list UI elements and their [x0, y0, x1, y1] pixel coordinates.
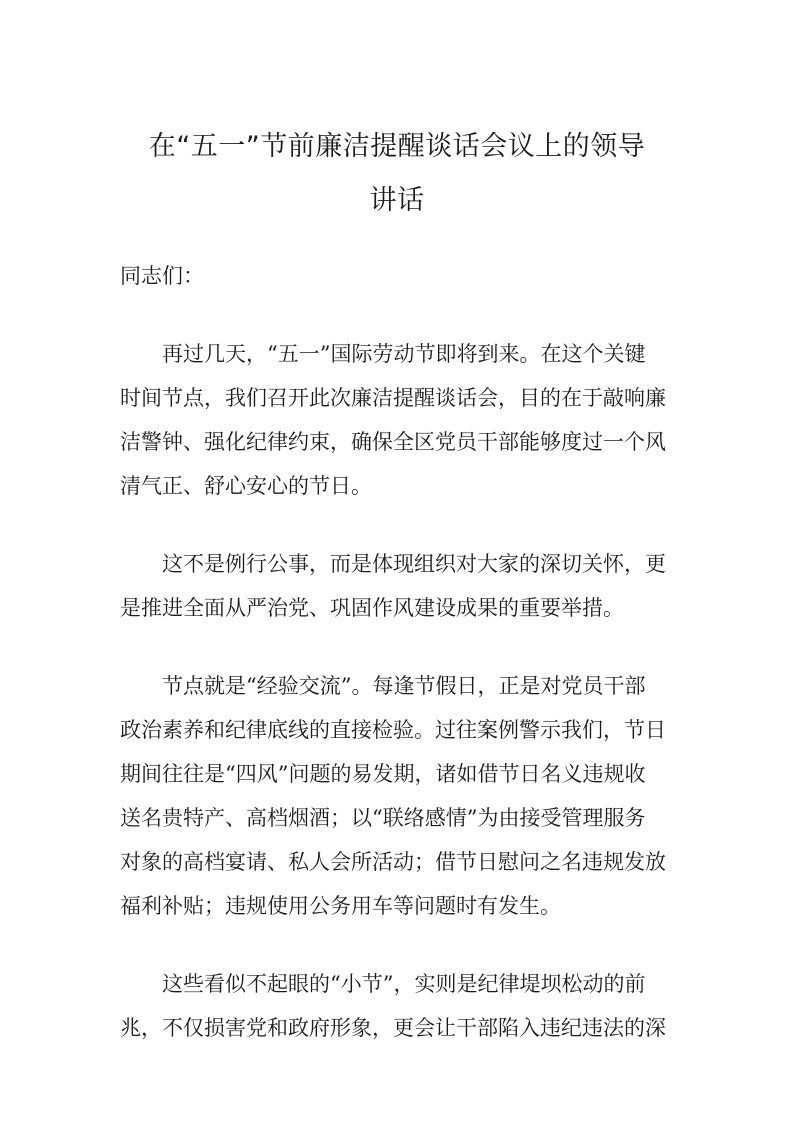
text-line: 期间往往是“四风”问题的易发期，诸如借节日名义违规收 [120, 762, 646, 786]
text-line: 政治素养和纪律底线的直接检验。过往案例警示我们，节日 [120, 718, 666, 742]
text-line: 是推进全面从严治党、巩固作风建设成果的重要举措。 [120, 596, 624, 620]
title-line: 在“五一”节前廉洁提醒谈话会议上的领导 [148, 131, 646, 162]
title-line: 讲话 [369, 185, 425, 216]
text-line: 时间节点，我们召开此次廉洁提醒谈话会，目的在于敲响廉 [120, 386, 666, 410]
text-line: 福利补贴；违规使用公务用车等问题时有发生。 [120, 894, 561, 918]
text-line: 节点就是“经验交流”。每逢节假日，正是对党员干部 [162, 674, 646, 698]
paragraph-3 [120, 664, 674, 928]
text-line: 洁警钟、强化纪律约束，确保全区党员干部能够度过一个风 [120, 430, 666, 454]
salutation: 同志们： [120, 264, 204, 288]
text-line: 送名贵特产、高档烟酒；以“联络感情”为由接受管理服务 [120, 806, 646, 830]
paragraph-1 [120, 332, 674, 508]
paragraph-4 [120, 962, 674, 1050]
document-title [120, 120, 674, 228]
text-line: 兆，不仅损害党和政府形象，更会让干部陷入违纪违法的深 [120, 1016, 666, 1040]
text-line: 再过几天，“五一”国际劳动节即将到来。在这个关键 [162, 342, 646, 366]
text-line: 这些看似不起眼的“小节”，实则是纪律堤坝松动的前 [162, 972, 646, 996]
text-line: 这不是例行公事，而是体现组织对大家的深切关怀，更 [162, 552, 666, 576]
paragraph-2 [120, 542, 674, 630]
text-line: 清气正、舒心安心的节日。 [120, 474, 372, 498]
text-line: 对象的高档宴请、私人会所活动；借节日慰问之名违规发放 [120, 850, 666, 874]
